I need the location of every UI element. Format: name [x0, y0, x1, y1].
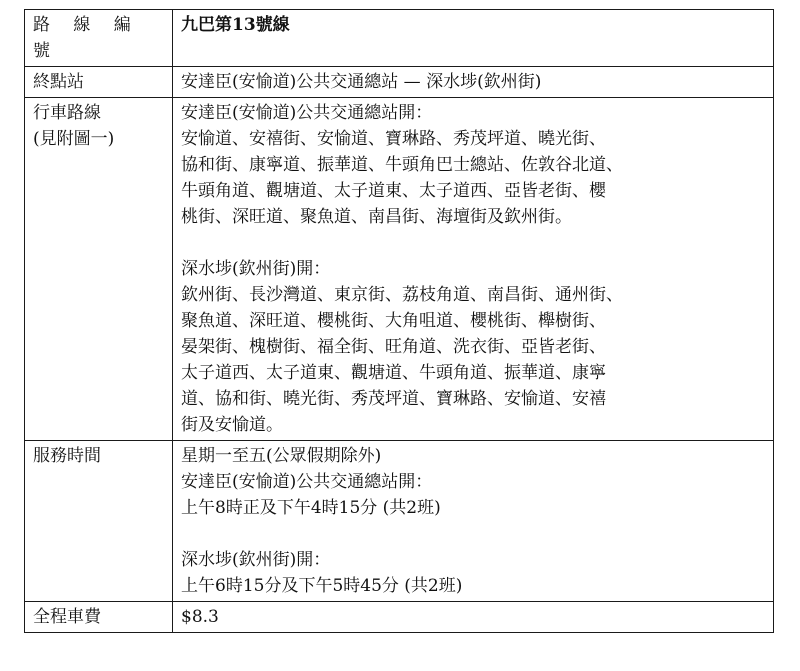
route-number-value: 九巴第13號線	[173, 10, 774, 67]
spacer	[181, 521, 767, 547]
termini-value: 安達臣(安愉道)公共交通總站 — 深水埗(欽州街)	[173, 67, 774, 98]
fare-value: $8.3	[173, 602, 774, 633]
routing-dir1-line: 安愉道、安禧街、安愉道、寶琳路、秀茂坪道、曉光街、	[181, 129, 606, 149]
service-hours-row	[25, 441, 774, 602]
route-info-table	[24, 9, 774, 633]
termini-label: 終點站	[25, 67, 173, 98]
routing-dir2-line: 聚魚道、深旺道、櫻桃街、大角咀道、櫻桃街、櫸樹街、	[181, 311, 606, 331]
routing-dir1-heading: 安達臣(安愉道)公共交通總站開：	[181, 103, 433, 123]
fare-label: 全程車費	[25, 602, 173, 633]
route-number-label: 路 線 編 號	[25, 10, 173, 67]
service-dir2-times: 上午6時15分及下午5時45分 (共2班)	[181, 576, 463, 596]
service-dir1-times: 上午8時正及下午4時15分 (共2班)	[181, 498, 441, 518]
service-dir2-heading: 深水埗(欽州街)開：	[181, 550, 331, 570]
routing-label: 行車路線	[33, 103, 101, 123]
routing-detail-cell	[173, 98, 774, 441]
fare-row	[25, 602, 774, 633]
service-dir1-heading: 安達臣(安愉道)公共交通總站開：	[181, 472, 433, 492]
routing-dir2-heading: 深水埗(欽州街)開：	[181, 259, 331, 279]
routing-row	[25, 98, 774, 441]
route-number-row	[25, 10, 774, 67]
service-hours-detail-cell	[173, 441, 774, 602]
routing-dir2-line: 道、協和街、曉光街、秀茂坪道、寶琳路、安愉道、安禧	[181, 389, 606, 409]
routing-dir1-line: 桃街、深旺道、聚魚道、南昌街、海壇街及欽州街。	[181, 207, 572, 227]
routing-dir2-line: 街及安愉道。	[181, 415, 283, 435]
routing-dir2-line: 欽州街、長沙灣道、東京街、荔枝角道、南昌街、通州街、	[181, 285, 623, 305]
service-hours-label: 服務時間	[25, 441, 173, 602]
routing-dir2-line: 晏架街、槐樹街、福全街、旺角道、洗衣街、亞皆老街、	[181, 337, 606, 357]
routing-dir1-line: 牛頭角道、觀塘道、太子道東、太子道西、亞皆老街、櫻	[181, 181, 606, 201]
routing-dir2-line: 太子道西、太子道東、觀塘道、牛頭角道、振華道、康寧	[181, 363, 606, 383]
spacer	[181, 230, 767, 256]
routing-dir1-line: 協和街、康寧道、振華道、牛頭角巴士總站、佐敦谷北道、	[181, 155, 623, 175]
routing-see-map-note: (見附圖一)	[33, 129, 115, 149]
routing-label-cell	[25, 98, 173, 441]
termini-row	[25, 67, 774, 98]
service-days: 星期一至五(公眾假期除外)	[181, 446, 382, 466]
